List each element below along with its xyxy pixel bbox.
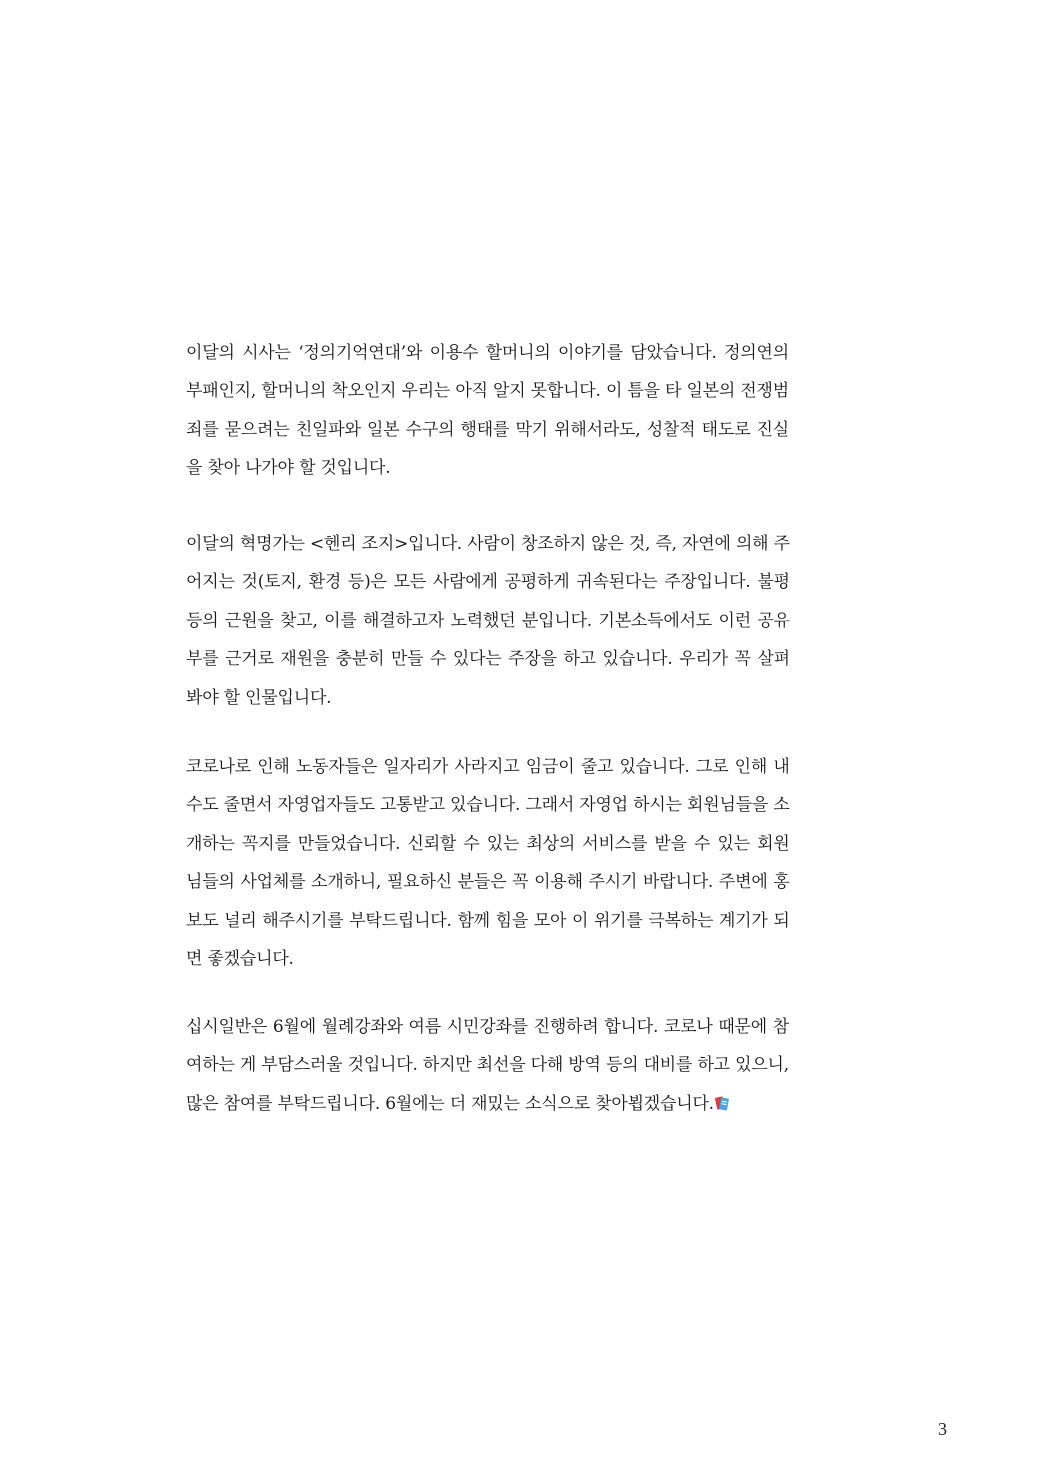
text-line: 수도 줄면서 자영업자들도 고통받고 있습니다. 그래서 자영업 하시는 회원님들을 소	[186, 795, 790, 816]
text-line: 님들의 사업체를 소개하니, 필요하신 분들은 꼭 이용해 주시기 바랍니다. 주변에 홍	[186, 872, 790, 893]
text-line: 봐야 할 인물입니다.	[186, 687, 332, 708]
text-line: 면 좋겠습니다.	[186, 949, 294, 970]
paragraph-current-affairs	[186, 334, 789, 488]
page-number: 3	[938, 1419, 947, 1439]
letter-icon	[715, 1088, 729, 1105]
text-line: 보도 널리 해주시기를 부탁드립니다. 함께 힘을 모아 이 위기를 극복하는 계기가 되	[186, 910, 790, 931]
text-line-content: 많은 참여를 부탁드립니다. 6월에는 더 재밌는 소식으로 찾아뵙겠습니다.	[186, 1093, 714, 1114]
text-line: 부를 근거로 재원을 충분히 만들 수 있다는 주장을 하고 있습니다. 우리가 꼭 살펴	[186, 649, 790, 670]
text-line: 어지는 것(토지, 환경 등)은 모든 사람에게 공평하게 귀속된다는 주장입니다. 불평	[186, 572, 790, 593]
text-line: 십시일반은 6월에 월례강좌와 여름 시민강좌를 진행하려 합니다. 코로나 때문에 참	[186, 1017, 789, 1037]
text-line: 여하는 게 부담스러울 것입니다. 하지만 최선을 다해 방역 등의 대비를 하고 있으니,	[186, 1055, 789, 1076]
text-line: 죄를 묻으려는 친일파와 일본 수구의 행태를 막기 위해서라도, 성찰적 태도로 진실	[186, 419, 789, 440]
paragraph-small-business	[186, 748, 790, 978]
text-line: 개하는 꼭지를 만들었습니다. 신뢰할 수 있는 최상의 서비스를 받을 수 있는 회원	[186, 833, 790, 854]
text-line-final	[186, 1085, 789, 1123]
paragraph-lectures	[186, 1008, 789, 1123]
text-line: 을 찾아 나가야 할 것입니다.	[186, 458, 391, 479]
text-line: 등의 근원을 찾고, 이를 해결하고자 노력했던 분입니다. 기본소득에서도 이런 공유	[186, 610, 790, 631]
text-line: 이달의 시사는 ‘정의기억연대’와 이용수 할머니의 이야기를 담았습니다. 정의연의	[186, 343, 789, 363]
text-line: 코로나로 인해 노동자들은 일자리가 사라지고 임금이 줄고 있습니다. 그로 인해 내	[186, 757, 790, 777]
paragraph-revolutionary	[186, 525, 790, 717]
text-line: 이달의 혁명가는 <헨리 조지>입니다. 사람이 창조하지 않은 것, 즉, 자연에 의해 주	[186, 534, 790, 554]
text-line: 부패인지, 할머니의 착오인지 우리는 아직 알지 못합니다. 이 틈을 타 일본의 전쟁범	[186, 381, 789, 402]
